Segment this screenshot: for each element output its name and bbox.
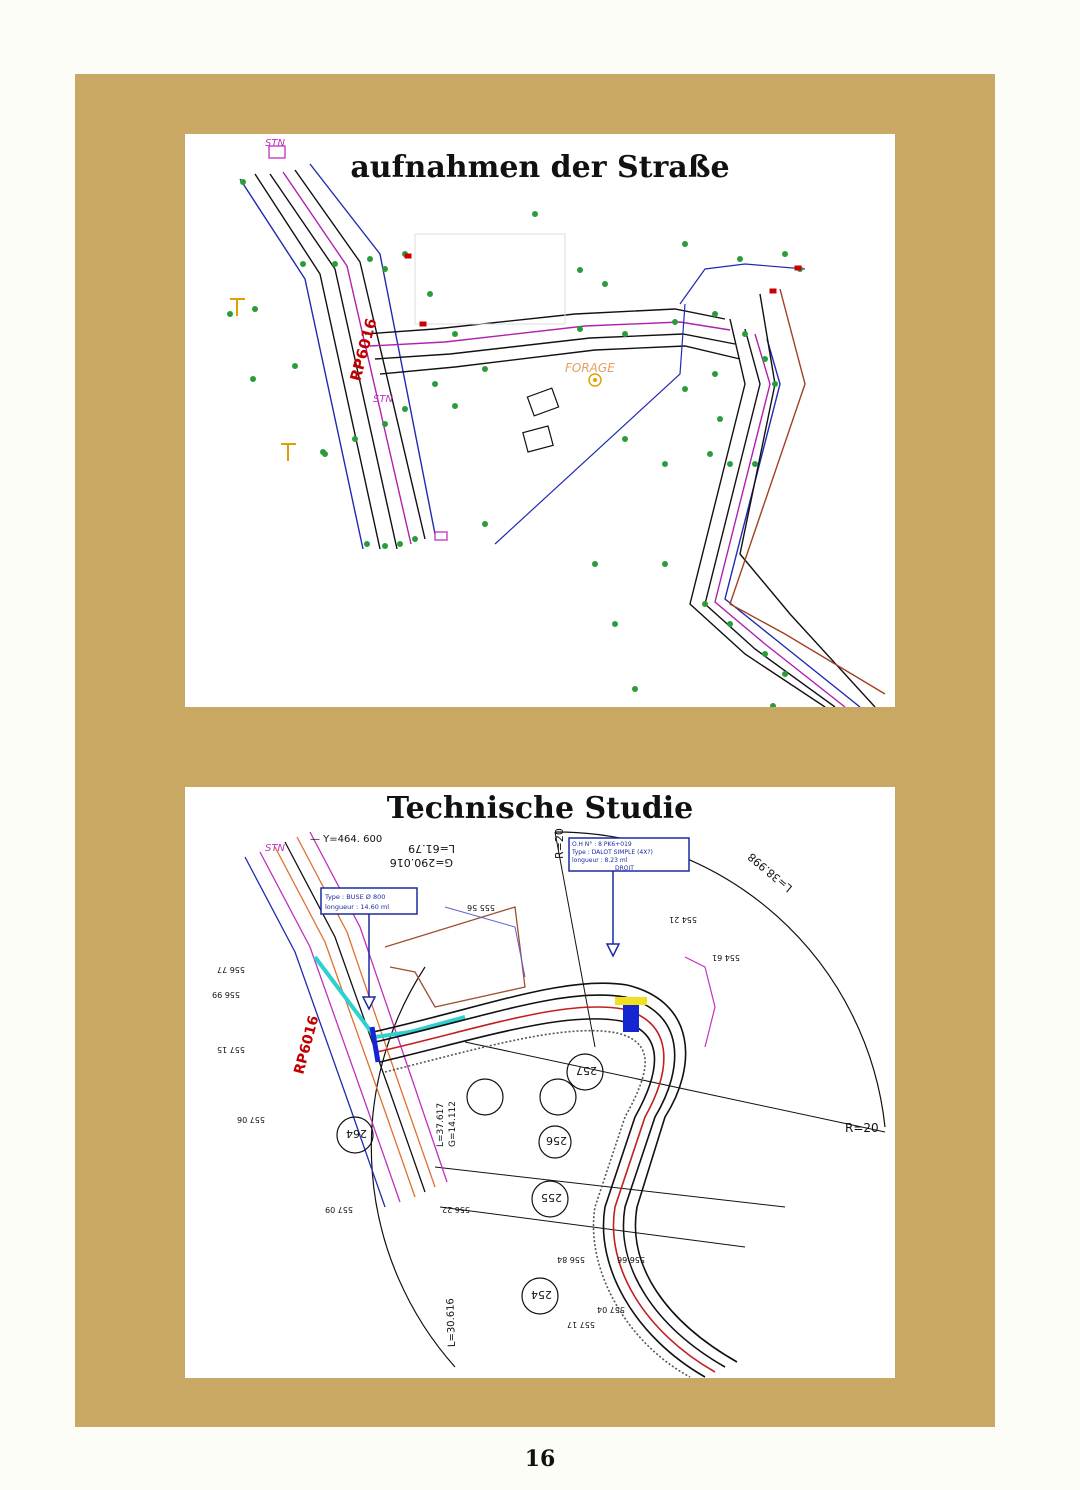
forage-label: FORAGE (565, 361, 615, 375)
coordinate-label: — Y=464. 600 (310, 834, 383, 845)
curve-label-l1: L=61.79 (408, 842, 455, 855)
svg-text:Type : BUSE Ø 800: Type : BUSE Ø 800 (325, 893, 386, 901)
elevation-label: 555 56 (467, 903, 495, 912)
elevation-label: 554 21 (669, 915, 697, 924)
elevation-label: 556 22 (442, 1205, 470, 1214)
culvert-note-left (321, 888, 417, 1009)
survey-plan-panel (185, 134, 895, 707)
elevation-label: 557 04 (597, 1305, 625, 1314)
circle-label-255: 255 (541, 1191, 562, 1204)
survey-drawing (185, 134, 895, 707)
road-label: RP6016 (291, 1013, 323, 1077)
curve-label-g4: G=14.112 (448, 1100, 458, 1147)
svg-text:O.H N° : 8 PK6+019: O.H N° : 8 PK6+019 (572, 841, 632, 848)
circle-label-256: 256 (546, 1134, 567, 1147)
culvert-note-right (569, 838, 689, 956)
elevation-label: 557 15 (217, 1045, 245, 1054)
curve-label-l3: L=30.616 (445, 1297, 458, 1348)
elevation-label: 556 66 (617, 1255, 645, 1264)
svg-text:Type : DALOT SIMPLE (4X?): Type : DALOT SIMPLE (4X?) (572, 849, 653, 856)
technical-drawing (185, 787, 895, 1378)
svg-text:DROIT: DROIT (615, 865, 634, 872)
circle-label-264: 264 (346, 1127, 367, 1140)
elevation-label: 556 99 (212, 990, 240, 999)
panel-title: aufnahmen der Straße (350, 150, 730, 185)
circle-label-257: 257 (576, 1064, 597, 1077)
svg-text:longueur : 14.60 ml: longueur : 14.60 ml (325, 903, 390, 911)
technical-study-panel (185, 787, 895, 1378)
curve-label-l2: L=38.998 (745, 850, 795, 895)
elevation-label: 554 61 (712, 953, 740, 962)
elevation-label: 557 09 (325, 1205, 353, 1214)
elevation-label: 557 17 (567, 1320, 595, 1329)
panel-title: Technische Studie (386, 791, 694, 826)
curve-label-l4: L=37.617 (436, 1102, 446, 1147)
circle-label-254: 254 (531, 1288, 552, 1301)
curve-label-g1: G=290.016 (389, 856, 453, 869)
radius-label-top: R=20 (553, 828, 566, 859)
elevation-label: 557 06 (237, 1115, 265, 1124)
stn-label-mid: STN (373, 394, 393, 405)
stn-label: STN (265, 843, 285, 854)
elevation-label: 556 84 (557, 1255, 585, 1264)
road-label: RP6016 (346, 316, 381, 384)
page-number: 16 (524, 1446, 556, 1472)
stn-label-top: STN (265, 138, 285, 149)
elevation-label: 556 77 (217, 965, 245, 974)
svg-text:longueur : 8.23 ml: longueur : 8.23 ml (572, 857, 628, 864)
radius-label-right: R=20 (845, 1121, 879, 1135)
